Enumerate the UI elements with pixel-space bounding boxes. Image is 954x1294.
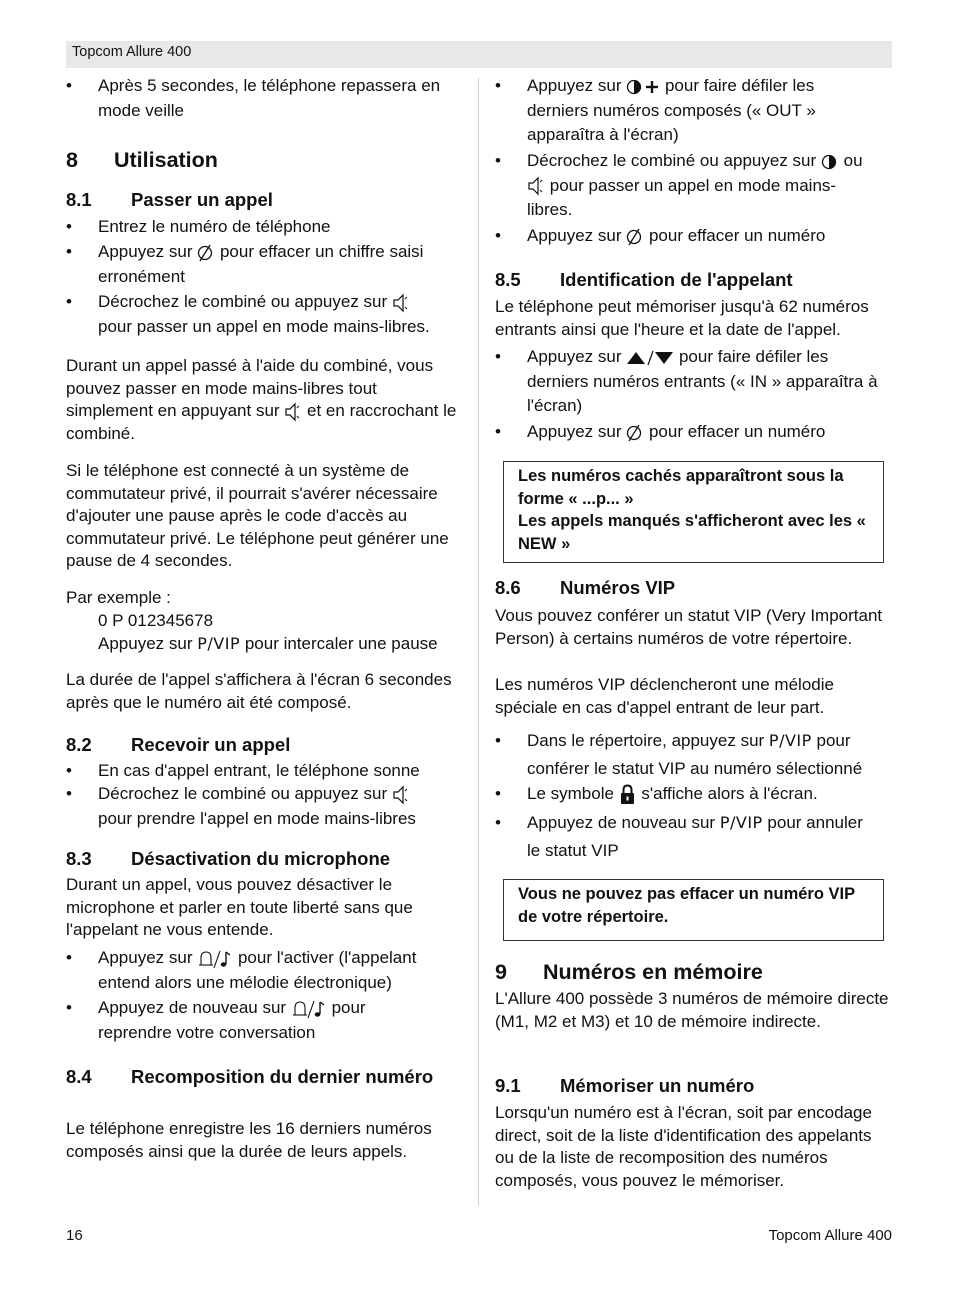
paragraph: Durant un appel passé à l'aide du combiné, vous pouvez passer en mode mains-libres tout simplement en appuyant sur et en raccrochant le combiné. (66, 356, 457, 443)
lock-icon (619, 784, 637, 806)
bell-note-icon (291, 999, 327, 1019)
plus-icon (644, 77, 660, 97)
note-line: Les appels manqués s'afficheront avec les « NEW » (518, 512, 866, 553)
header-title: Topcom Allure 400 (72, 44, 192, 60)
example-label: Par exemple : (66, 588, 171, 607)
column-divider (478, 78, 479, 1206)
paragraph: Les numéros VIP déclencheront une mélodie spéciale en cas d'appel entrant de leur part. (495, 675, 834, 717)
page-number: 16 (66, 1227, 83, 1244)
paragraph: Lorsqu'un numéro est à l'écran, soit par encodage direct, soit de la liste d'identification des appelants ou de la liste de recomposition des numéros composés, vous pouvez le mémoriser. (495, 1103, 872, 1190)
paragraph: Vous pouvez conférer un statut VIP (Very Important Person) à certains numéros de votre répertoire. (495, 606, 883, 648)
delete-icon (626, 423, 644, 443)
paragraph: Si le téléphone est connecté à un système de commutateur privé, il pourrait s'avérer nécessaire d'ajouter une pause après le code d'accès au commutateur privé. Le téléphone peut générer une pause de 4 secondes. (66, 461, 449, 570)
bullet-text: Après 5 secondes, le téléphone repassera en mode veille (98, 76, 441, 120)
note-line: Les numéros cachés apparaîtront sous la forme « ...p... » (518, 467, 844, 508)
page-header (66, 41, 892, 68)
pvip-key-label: P/VIP (719, 813, 763, 832)
bell-note-icon (197, 949, 233, 969)
speaker-icon (392, 785, 410, 805)
up-down-arrows-icon (626, 348, 674, 368)
pvip-key-label: P/VIP (197, 634, 241, 653)
note-box (503, 879, 884, 941)
paragraph: Le téléphone enregistre les 16 derniers numéros composés ainsi que la durée de leurs appels. (66, 1119, 432, 1161)
footer-title: Topcom Allure 400 (768, 1227, 892, 1244)
speaker-icon (284, 402, 302, 422)
redial-icon (821, 152, 839, 172)
speaker-icon (392, 293, 410, 313)
pvip-key-label: P/VIP (768, 731, 812, 750)
note-box (503, 461, 884, 563)
paragraph: Le téléphone peut mémoriser jusqu'à 62 numéros entrants ainsi que l'heure et la date de l'appel. (495, 297, 869, 339)
delete-icon (197, 243, 215, 263)
paragraph: Durant un appel, vous pouvez désactiver le microphone et parler en toute liberté sans que l'appelant ne vous entende. (66, 875, 413, 939)
paragraph: La durée de l'appel s'affichera à l'écran 6 secondes après que le numéro ait été composé. (66, 670, 452, 712)
example-number: 0 P 012345678 (98, 611, 214, 630)
speaker-icon (527, 176, 545, 196)
note-line: Vous ne pouvez pas effacer un numéro VIP de votre répertoire. (518, 885, 855, 926)
example-instruction: Appuyez sur P/VIP pour intercaler une pause (98, 634, 438, 653)
delete-icon (626, 227, 644, 247)
redial-icon (626, 77, 644, 97)
paragraph: L'Allure 400 possède 3 numéros de mémoire directe (M1, M2 et M3) et 10 de mémoire indirecte. (495, 989, 889, 1031)
